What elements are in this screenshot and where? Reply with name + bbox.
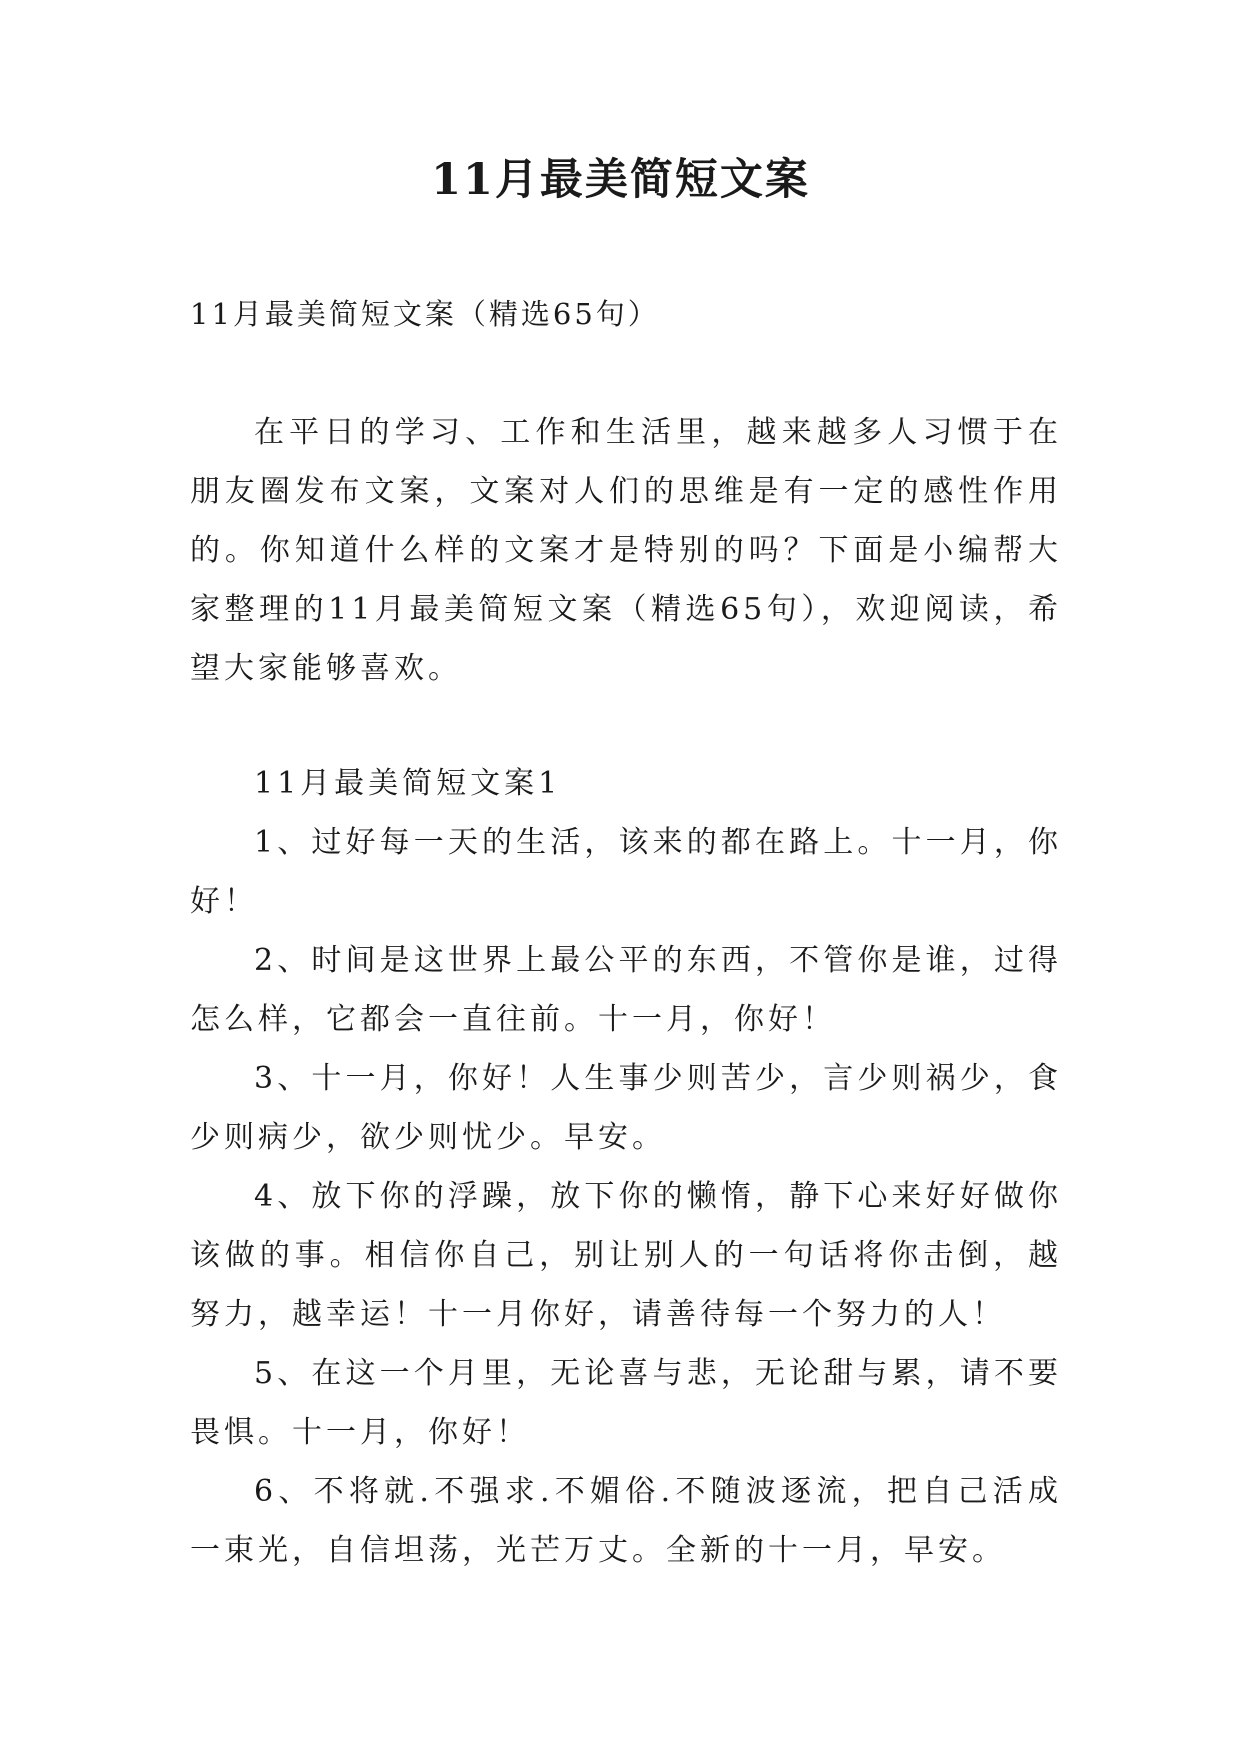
list-item: 3、十一月，你好！人生事少则苦少，言少则祸少，食少则病少，欲少则忧少。早安。: [190, 1061, 1062, 1155]
intro-paragraph: 在平日的学习、工作和生活里，越来越多人习惯于在朋友圈发布文案，文案对人们的思维是有一定的感性作用的。你知道什么样的文案才是特别的吗？下面是小编帮大家整理的11月最美简短文案（精选65句），欢迎阅读，希望大家能够喜欢。: [190, 415, 1062, 686]
section-heading: 11月最美简短文案1: [254, 766, 562, 801]
intro-block: [190, 403, 1062, 698]
list-item: 4、放下你的浮躁，放下你的懒惰，静下心来好好做你该做的事。相信你自己，别让别人的一句话将你击倒，越努力，越幸运！十一月你好，请善待每一个努力的人！: [190, 1179, 1062, 1332]
section-block: [190, 754, 1062, 1580]
document-subtitle: 11月最美简短文案（精选65句）: [190, 297, 660, 331]
document-title: 11月最美简短文案: [431, 155, 810, 205]
list-item: 1、过好每一天的生活，该来的都在路上。十一月，你好！: [190, 825, 1062, 919]
list-item: 5、在这一个月里，无论喜与悲，无论甜与累，请不要畏惧。十一月，你好！: [190, 1356, 1062, 1450]
list-item: 6、不将就.不强求.不媚俗.不随波逐流，把自己活成一束光，自信坦荡，光芒万丈。全新的十一月，早安。: [190, 1474, 1062, 1568]
list-item: 2、时间是这世界上最公平的东西，不管你是谁，过得怎么样，它都会一直往前。十一月，你好！: [190, 943, 1062, 1037]
